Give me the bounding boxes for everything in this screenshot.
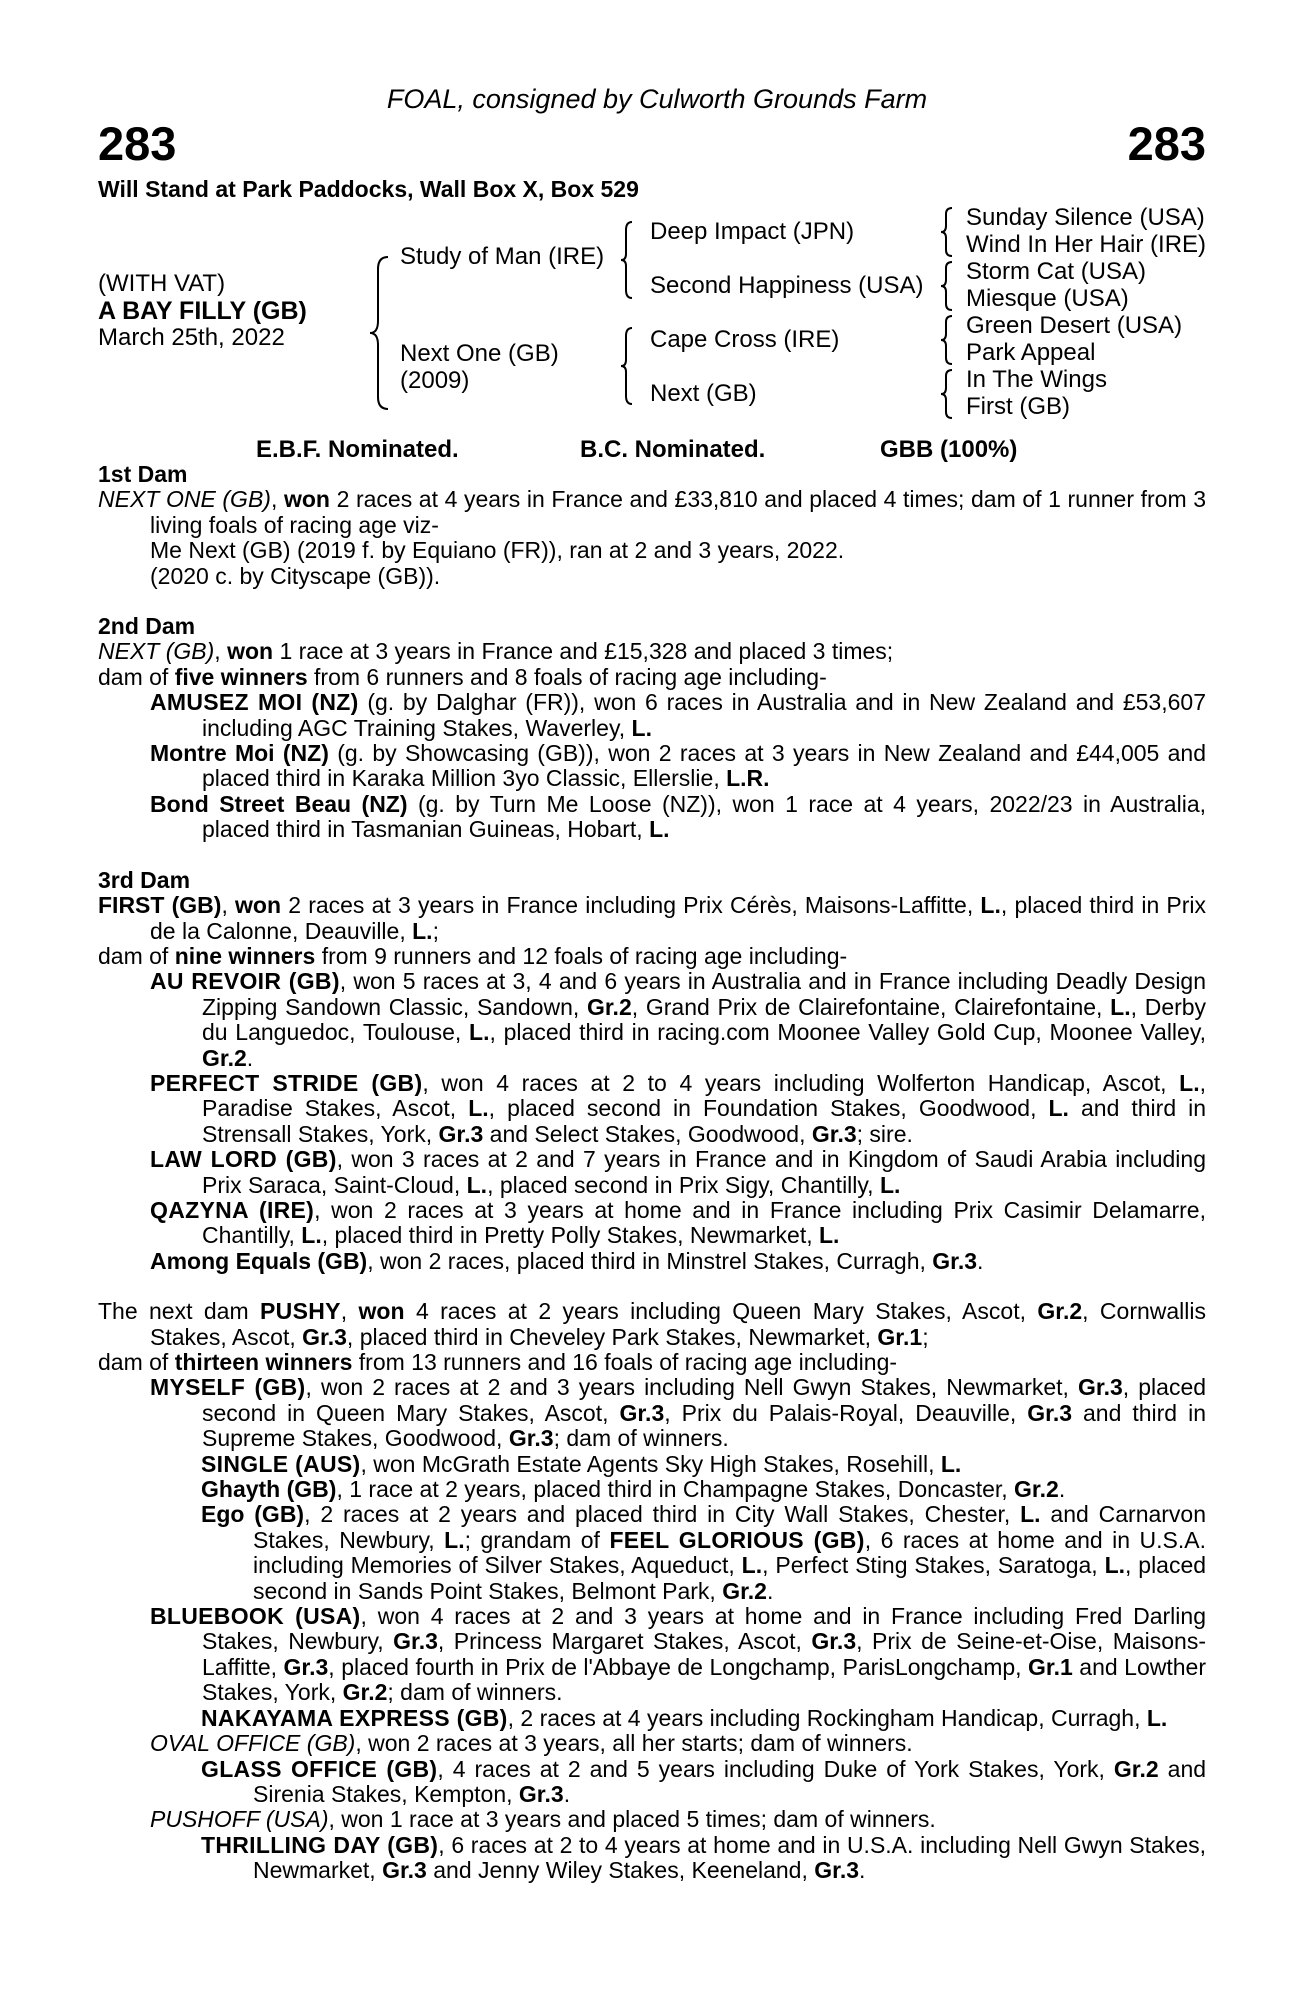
ggp-8: First (GB)	[966, 393, 1070, 420]
fourth-dam-record: The next dam PUSHY, won 4 races at 2 years including Queen Mary Stakes, Ascot, Gr.2, Cornwallis Stakes, Ascot, Gr.3, placed third in Cheveley Park Stakes, Newmarket, Gr.1;	[98, 1298, 1207, 1350]
sire-brace	[620, 220, 634, 300]
fourth-dam-produce-summary: dam of thirteen winners from 13 runners and 16 foals of racing age including-	[98, 1349, 898, 1375]
lot-number-left: 283	[98, 117, 177, 170]
fourth-dam-produce-2: BLUEBOOK (USA), won 4 races at 2 and 3 years at home and in France including Fred Darling Stakes, Newbury, Gr.3, Princess Margaret Stakes, Ascot, Gr.3, Prix de Seine-et-Oise, Maisons-Laffitte, Gr.3, placed fourth in Prix de l'Abbaye de Longchamp, ParisLongchamp, Gr.1 and Lowther Stakes, York, Gr.2; dam of winners.	[150, 1603, 1207, 1706]
ggp-3: Storm Cat (USA)	[966, 258, 1147, 285]
ebf-nomination: E.B.F. Nominated.	[256, 436, 459, 463]
bc-nomination: B.C. Nominated.	[580, 436, 766, 463]
first-dam-heading: 1st Dam	[98, 461, 188, 487]
ggp-1: Sunday Silence (USA)	[966, 204, 1205, 231]
ggp-6: Park Appeal	[966, 339, 1096, 366]
second-dam-record: NEXT (GB), won 1 race at 3 years in France and £15,328 and placed 3 times;	[98, 638, 894, 665]
vat-note: (WITH VAT)	[98, 270, 226, 297]
third-dam-heading: 3rd Dam	[98, 866, 191, 893]
dam: Next One (GB)	[400, 340, 559, 367]
consignor-line: FOAL, consigned by Culworth Grounds Farm	[386, 84, 928, 114]
second-dam-produce-1: AMUSEZ MOI (NZ) (g. by Dalghar (FR)), won 6 races in Australia and in New Zealand and £53,607 including AGC Training Stakes, Waverley, L.	[150, 689, 1206, 741]
ggp-brace-2	[940, 260, 954, 312]
third-dam-produce-4: QAZYNA (IRE), won 2 races at 3 years at home and in France including Prix Casimir Delamarre, Chantilly, L., placed third in Pretty Polly Stakes, Newmarket, L.	[150, 1196, 1206, 1249]
dam-brace	[620, 326, 634, 406]
fourth-dam-grandproduce-4: NAKAYAMA EXPRESS (GB), 2 races at 4 years including Rockingham Handicap, Curragh, L.	[201, 1704, 1168, 1731]
dam-year: (2009)	[400, 367, 470, 394]
sire: Study of Man (IRE)	[400, 243, 605, 270]
fourth-dam-grandproduce-6: THRILLING DAY (GB), 6 races at 2 to 4 years at home and in U.S.A. including Nell Gwyn Stakes, Newmarket, Gr.3 and Jenny Wiley Stakes, Keeneland, Gr.3.	[201, 1831, 1207, 1884]
grandsire-1: Deep Impact (JPN)	[650, 218, 855, 245]
third-dam-produce-summary: dam of nine winners from 9 runners and 12 foals of racing age including-	[98, 942, 848, 969]
first-dam-produce-2: (2020 c. by Cityscape (GB)).	[150, 562, 441, 589]
third-dam-produce-5: Among Equals (GB), won 2 races, placed third in Minstrel Stakes, Curragh, Gr.3.	[150, 1247, 984, 1274]
second-dam-produce-2: Montre Moi (NZ) (g. by Showcasing (GB)), won 2 races at 3 years in New Zealand and £44,005 and placed third in Karaka Million 3yo Classic, Ellerslie, L.R.	[150, 740, 1207, 792]
fourth-dam-grandproduce-2: Ghayth (GB), 1 race at 2 years, placed third in Champagne Stakes, Doncaster, Gr.2.	[201, 1476, 1066, 1503]
stable-location: Will Stand at Park Paddocks, Wall Box X, Box 529	[98, 176, 639, 202]
third-dam-produce-1: AU REVOIR (GB), won 5 races at 3, 4 and 6 years in Australia and in France including Deadly Design Zipping Sandown Classic, Sandown, Gr.2, Grand Prix de Clairefontaine, Clairefontaine, L., Derby du Languedoc, Toulouse, L., placed third in racing.com Moonee Valley Gold Cup, Moonee Valley, Gr.2.	[150, 968, 1207, 1071]
ggp-brace-1	[940, 206, 954, 258]
pedigree-brace	[368, 255, 390, 411]
produce-record	[98, 462, 1206, 1884]
fourth-dam-grandproduce-5: GLASS OFFICE (GB), 4 races at 2 and 5 years including Duke of York Stakes, York, Gr.2 and Sirenia Stakes, Kempton, Gr.3.	[201, 1755, 1207, 1807]
fourth-dam-produce-1: MYSELF (GB), won 2 races at 2 and 3 years including Nell Gwyn Stakes, Newmarket, Gr.3, placed second in Queen Mary Stakes, Ascot, Gr.3, Prix du Palais-Royal, Deauville, Gr.3 and third in Supreme Stakes, Goodwood, Gr.3; dam of winners.	[150, 1374, 1207, 1452]
ggp-4: Miesque (USA)	[966, 285, 1129, 312]
first-dam-record: NEXT ONE (GB), won 2 races at 4 years in France and £33,810 and placed 4 times; dam of 1 runner from 3 living foals of racing age viz-	[98, 486, 1207, 538]
granddam-2: Next (GB)	[650, 380, 757, 407]
gbb-status: GBB (100%)	[880, 436, 1018, 463]
ggp-7: In The Wings	[966, 366, 1107, 393]
ggp-brace-3	[940, 314, 954, 366]
fourth-dam-produce-4: PUSHOFF (USA), won 1 race at 3 years and placed 5 times; dam of winners.	[150, 1806, 936, 1833]
foaling-date: March 25th, 2022	[98, 324, 285, 351]
lot-description: A BAY FILLY (GB)	[98, 297, 307, 325]
second-dam-produce-3: Bond Street Beau (NZ) (g. by Turn Me Loose (NZ)), won 1 race at 4 years, 2022/23 in Australia, placed third in Tasmanian Guineas, Hobart, L.	[150, 790, 1206, 843]
second-dam-produce-summary: dam of five winners from 6 runners and 8 foals of racing age including-	[98, 663, 827, 690]
fourth-dam-produce-3: OVAL OFFICE (GB), won 2 races at 3 years, all her starts; dam of winners.	[150, 1730, 913, 1757]
fourth-dam-grandproduce-1: SINGLE (AUS), won McGrath Estate Agents Sky High Stakes, Rosehill, L.	[201, 1450, 962, 1477]
third-dam-produce-3: LAW LORD (GB), won 3 races at 2 and 7 years in France and in Kingdom of Saudi Arabia including Prix Saraca, Saint-Cloud, L., placed second in Prix Sigy, Chantilly, L.	[150, 1146, 1206, 1198]
ggp-5: Green Desert (USA)	[966, 312, 1183, 339]
fourth-dam-grandproduce-3: Ego (GB), 2 races at 2 years and placed third in City Wall Stakes, Chester, L. and Carnarvon Stakes, Newbury, L.; grandam of FEEL GLORIOUS (GB), 6 races at home and in U.S.A. including Memories of Silver Stakes, Aqueduct, L., Perfect Sting Stakes, Saratoga, L., placed second in Sands Point Stakes, Belmont Park, Gr.2.	[201, 1501, 1207, 1604]
first-dam-produce-1: Me Next (GB) (2019 f. by Equiano (FR)), ran at 2 and 3 years, 2022.	[150, 537, 845, 564]
third-dam-produce-2: PERFECT STRIDE (GB), won 4 races at 2 to 4 years including Wolferton Handicap, Ascot, L., Paradise Stakes, Ascot, L., placed second in Foundation Stakes, Goodwood, L. and third in Strensall Stakes, York, Gr.3 and Select Stakes, Goodwood, Gr.3; sire.	[150, 1069, 1207, 1147]
ggp-brace-4	[940, 368, 954, 420]
third-dam-record: FIRST (GB), won 2 races at 3 years in France including Prix Cérès, Maisons-Laffitte, L., placed third in Prix de la Calonne, Deauville, L.;	[98, 892, 1207, 944]
ggp-2: Wind In Her Hair (IRE)	[966, 231, 1207, 258]
lot-number-right: 283	[1127, 117, 1206, 170]
granddam-1: Second Happiness (USA)	[650, 272, 924, 299]
grandsire-2: Cape Cross (IRE)	[650, 326, 840, 353]
second-dam-heading: 2nd Dam	[98, 613, 196, 640]
